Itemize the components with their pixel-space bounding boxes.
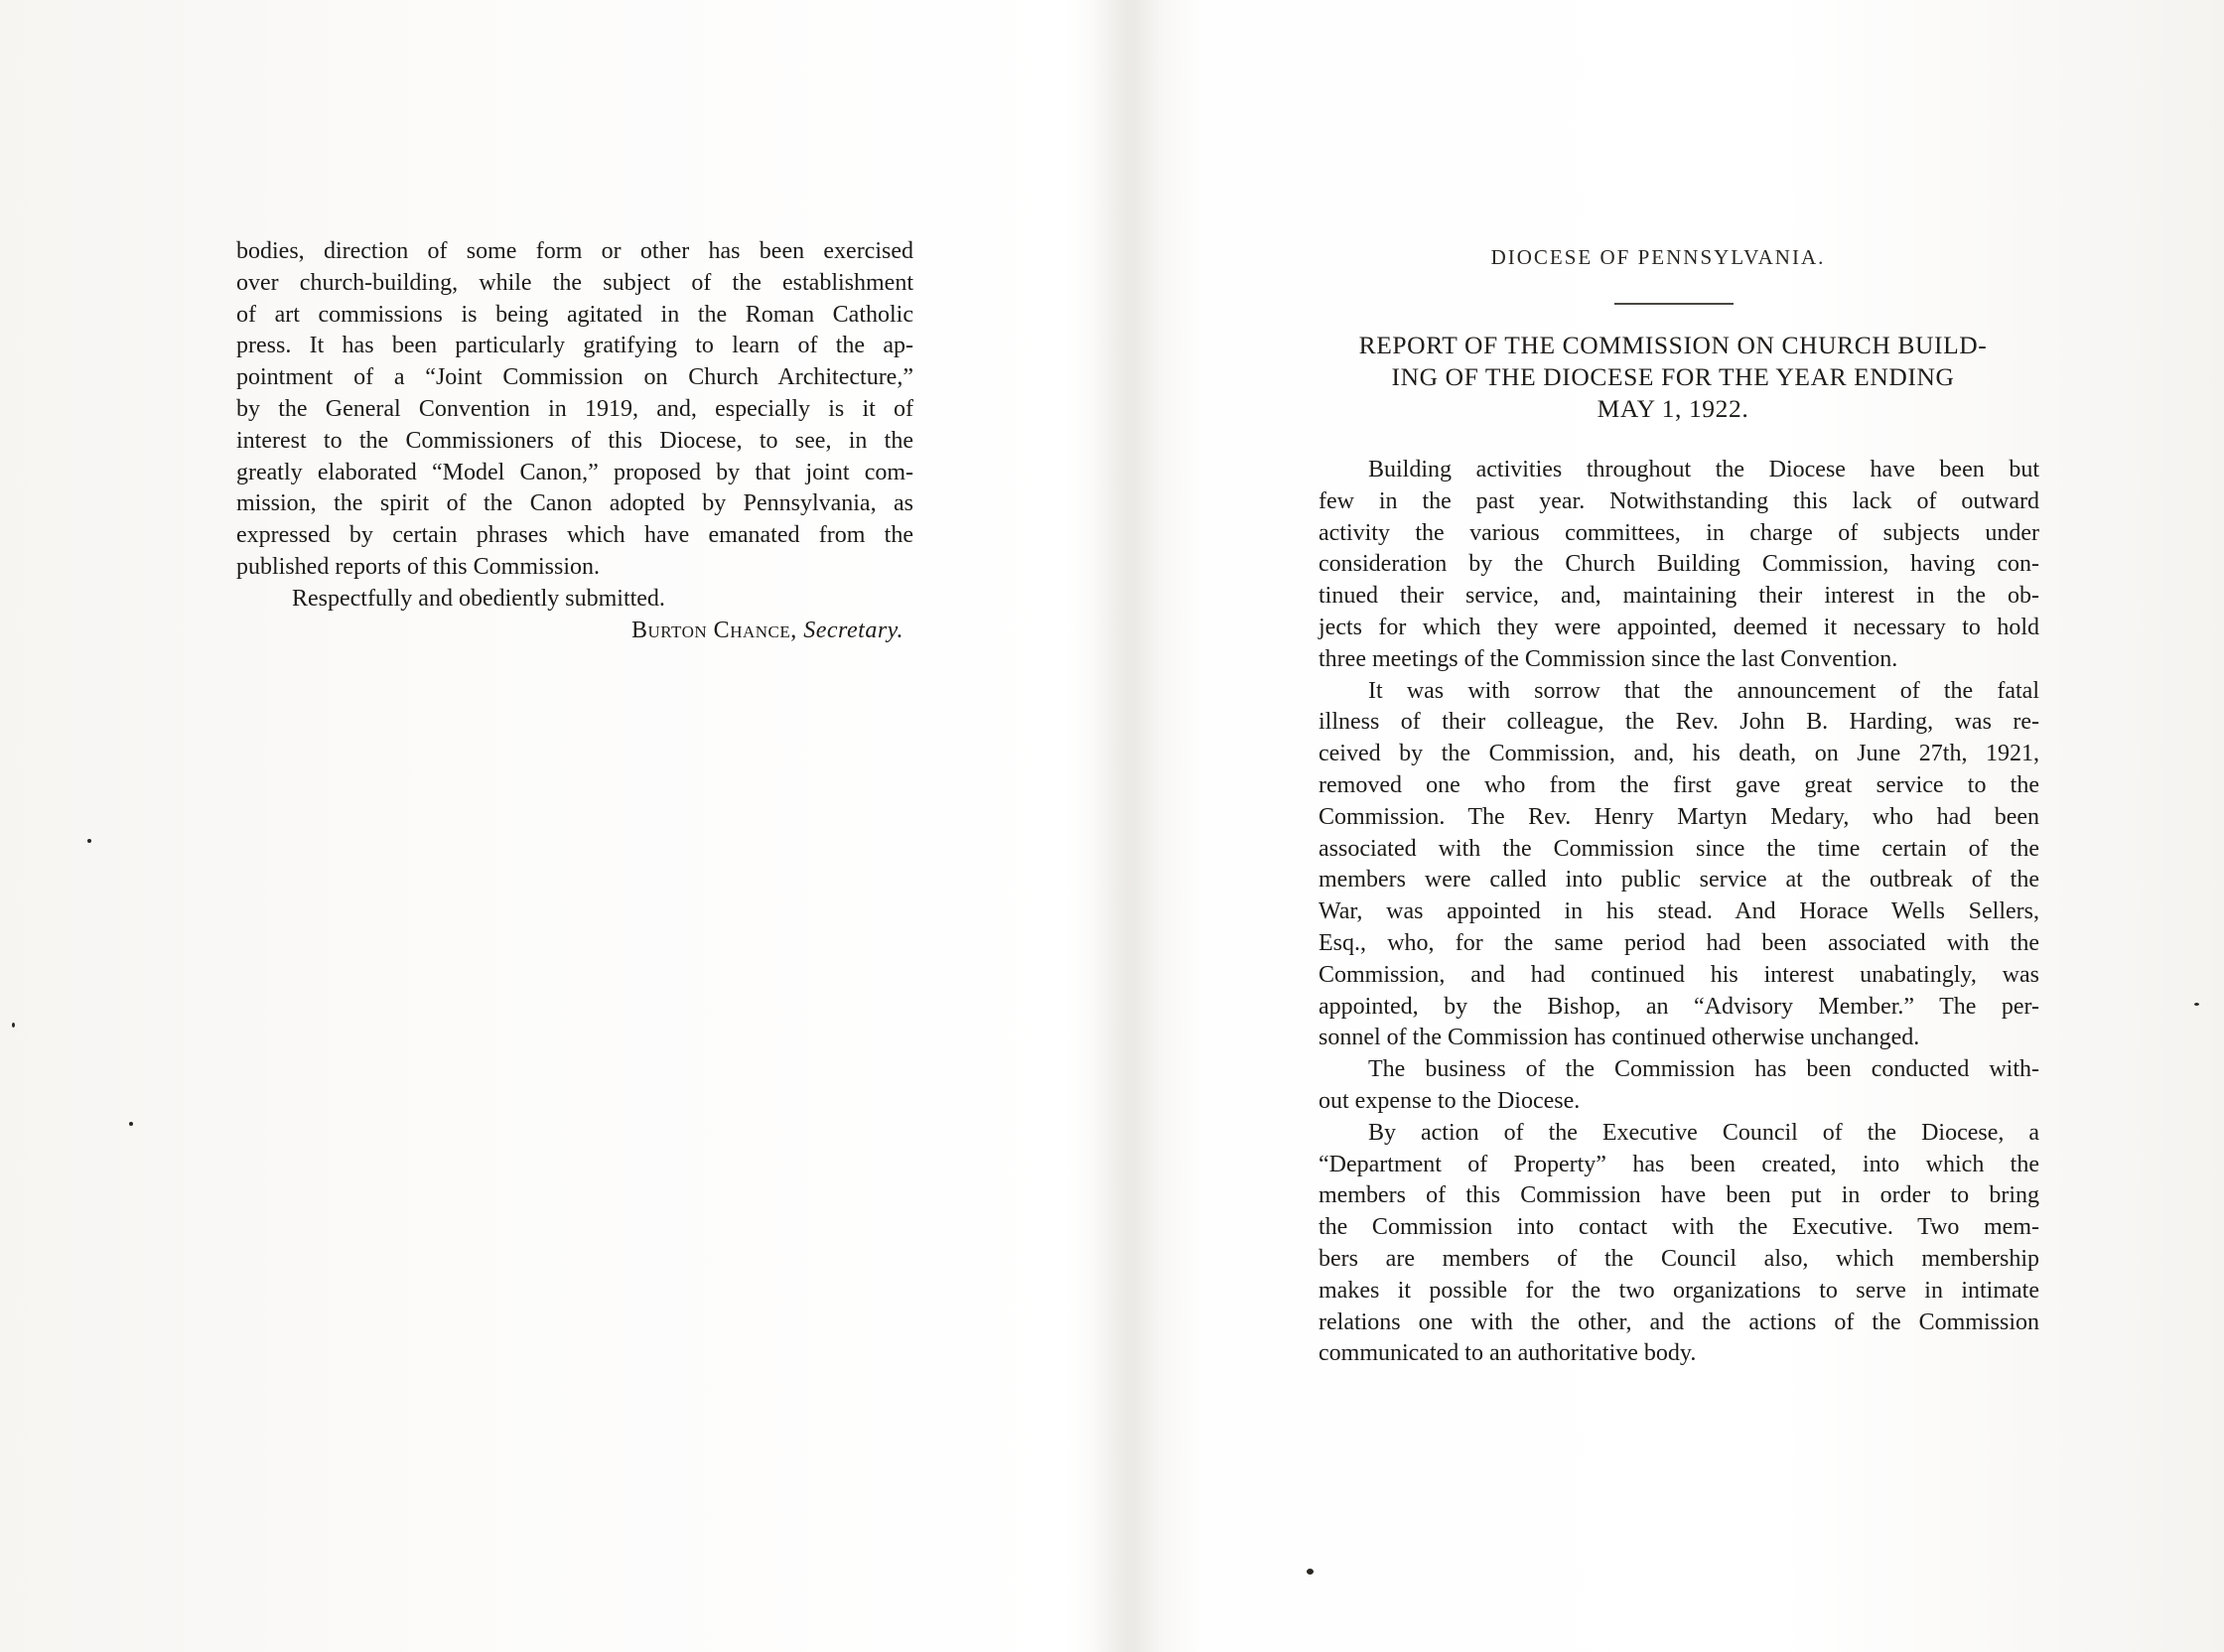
text-line: bodies, direction of some form or other has been exercised [236, 238, 913, 264]
paper-speck [12, 1023, 15, 1028]
text-line: Building activities throughout the Diocese have been but [1368, 457, 2039, 482]
text-line: “Department of Property” has been created, into which the [1319, 1151, 2039, 1177]
closing-line: Respectfully and obediently submitted. [292, 585, 665, 612]
text-line: of art commissions is being agitated in the Roman Catholic [236, 301, 913, 328]
text-line: sonnel of the Commission has continued otherwise unchanged. [1319, 1025, 1920, 1051]
signature-title: Secretary. [803, 617, 904, 643]
text-line: pointment of a “Joint Commission on Church Architecture,” [236, 364, 913, 391]
paper-speck [87, 839, 91, 843]
text-line: activity the various committees, in charge of subjects under [1319, 519, 2039, 546]
text-line: the Commission into contact with the Executive. Two mem- [1319, 1214, 2039, 1241]
text-line: by the General Convention in 1919, and, especially is it of [236, 395, 913, 422]
signature-name: Burton Chance, [630, 617, 797, 643]
report-title [1311, 330, 2035, 425]
signature [236, 616, 913, 647]
text-line: interest to the Commissioners of this Diocese, to see, in the [236, 427, 913, 454]
paper-speck [129, 1122, 133, 1126]
text-line: expressed by certain phrases which have emanated from the [236, 522, 913, 549]
text-line: few in the past year. Notwithstanding this lack of outward [1319, 487, 2039, 514]
text-line: War, was appointed in his stead. And Horace Wells Sellers, [1319, 898, 2039, 925]
text-line: It was with sorrow that the announcement of the fatal [1368, 677, 2039, 704]
text-line: consideration by the Church Building Commission, having con- [1319, 551, 2039, 578]
right-page-text [1319, 455, 2039, 1370]
text-line: bers are members of the Council also, which membership [1319, 1245, 2039, 1272]
text-line: associated with the Commission since the time certain of the [1319, 835, 2039, 862]
text-line: greatly elaborated “Model Canon,” proposed by that joint com- [236, 459, 913, 485]
text-line: members of this Commission have been put in order to bring [1319, 1182, 2039, 1209]
text-line: makes it possible for the two organizations to serve in intimate [1319, 1277, 2039, 1304]
left-page-text [236, 236, 913, 646]
title-line: ING OF THE DIOCESE FOR THE YEAR ENDING [1391, 362, 1955, 391]
running-head: DIOCESE OF PENNSYLVANIA. [1490, 245, 1826, 269]
text-line: press. It has been particularly gratifying to learn of the ap- [236, 333, 913, 359]
paper-speck [2194, 1003, 2199, 1006]
text-line: over church-building, while the subject of the establishment [236, 269, 913, 296]
text-line: out expense to the Diocese. [1319, 1087, 1581, 1114]
text-line: published reports of this Commission. [236, 553, 600, 580]
text-line: removed one who from the first gave great service to the [1319, 771, 2039, 798]
text-line: tinued their service, and, maintaining their interest in the ob- [1319, 583, 2039, 610]
text-line: The business of the Commission has been conducted with- [1368, 1056, 2039, 1083]
text-line: appointed, by the Bishop, an “Advisory Member.” The per- [1319, 993, 2039, 1020]
text-line: Commission, and had continued his interest unabatingly, was [1319, 961, 2039, 988]
title-line: REPORT OF THE COMMISSION ON CHURCH BUILD- [1358, 331, 1988, 359]
text-line: members were called into public service at the outbreak of the [1319, 867, 2039, 894]
text-line: Esq., who, for the same period had been associated with the [1319, 929, 2039, 956]
text-line: mission, the spirit of the Canon adopted by Pennsylvania, as [236, 490, 913, 517]
paper-speck [1307, 1569, 1314, 1575]
left-page [0, 0, 1102, 1652]
text-line: By action of the Executive Council of the Diocese, a [1368, 1119, 2039, 1146]
title-rule [1614, 303, 1734, 305]
text-line: communicated to an authoritative body. [1319, 1340, 1697, 1367]
text-line: relations one with the other, and the actions of the Commission [1319, 1308, 2039, 1335]
text-line: three meetings of the Commission since the last Convention. [1319, 645, 1898, 672]
text-line: Commission. The Rev. Henry Martyn Medary, who had been [1319, 803, 2039, 830]
text-line: ceived by the Commission, and, his death, on June 27th, 1921, [1319, 741, 2039, 767]
text-line: jects for which they were appointed, deemed it necessary to hold [1319, 614, 2039, 640]
text-line: illness of their colleague, the Rev. John B. Harding, was re- [1319, 709, 2039, 736]
title-line: MAY 1, 1922. [1597, 394, 1749, 423]
